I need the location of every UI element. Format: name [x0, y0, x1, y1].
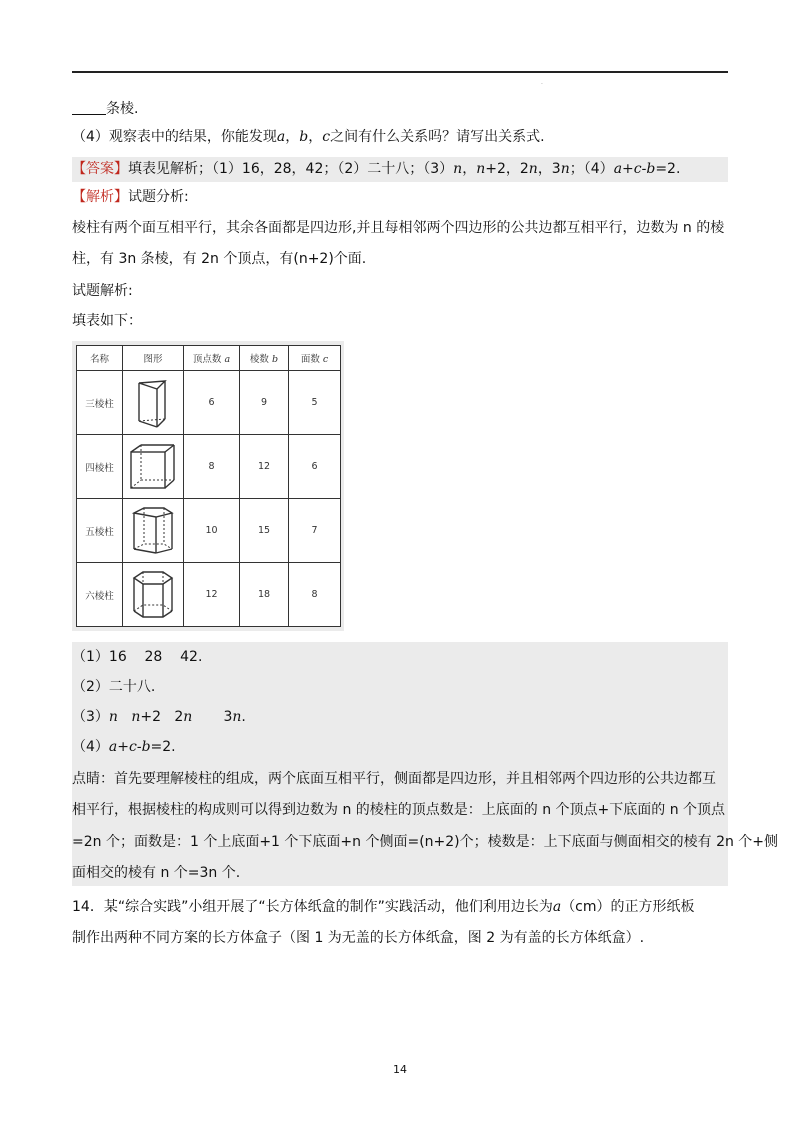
row-faces: 5	[289, 371, 341, 435]
row-name: 三棱柱	[77, 371, 123, 435]
analysis-heading: 【解析】试题分析:	[72, 189, 189, 205]
row-edges: 9	[240, 371, 289, 435]
analysis-line-2: 柱，有 3n 条棱，有 2n 个顶点，有(n+2)个面.	[72, 251, 367, 267]
answer-line: 【答案】填表见解析；（1）16，28，42；（2）二十八；（3）n，n+2，2n，3n；（4）a+c-b=2.	[72, 157, 728, 182]
table-row	[77, 563, 341, 627]
row-vertices: 6	[184, 371, 240, 435]
question-4: （4）观察表中的结果，你能发现a，b，c之间有什么关系吗？请写出关系式.	[72, 129, 545, 145]
header-rule	[72, 71, 728, 73]
comment-line-2: 相平行，根据棱柱的构成则可以得到边数为 n 的棱柱的顶点数是：上底面的 n 个顶点+下底面的 n 个顶点	[72, 802, 726, 818]
result-3: （3）n n+2 2n 3n.	[72, 709, 246, 725]
blank-suffix: 条棱.	[106, 101, 139, 117]
table-row	[77, 371, 341, 435]
table-row	[77, 499, 341, 563]
row-faces: 8	[289, 563, 341, 627]
row-name: 四棱柱	[77, 435, 123, 499]
header-mark: .	[541, 79, 543, 86]
hexagonal-prism-icon	[123, 563, 184, 627]
result-4: （4）a+c-b=2.	[72, 739, 176, 755]
row-name: 六棱柱	[77, 563, 123, 627]
question-14-line-1: 14．某“综合实践”小组开展了“长方体纸盒的制作”实践活动，他们利用边长为a（cm）的正方形纸板	[72, 899, 695, 915]
row-name: 五棱柱	[77, 499, 123, 563]
answer-blank	[72, 100, 106, 115]
table-header-row	[77, 346, 341, 371]
row-faces: 7	[289, 499, 341, 563]
analysis-line-1: 棱柱有两个面互相平行，其余各面都是四边形,并且每相邻两个四边形的公共边都互相平行，边数为 n 的棱	[72, 220, 725, 236]
row-vertices: 12	[184, 563, 240, 627]
result-1: （1）16 28 42.	[72, 649, 203, 665]
header-shape: 图形	[123, 346, 184, 371]
result-2: （2）二十八.	[72, 679, 156, 695]
row-vertices: 10	[184, 499, 240, 563]
page-number: 14	[393, 1063, 407, 1076]
table-row	[77, 435, 341, 499]
quadrangular-prism-icon	[123, 435, 184, 499]
solution-label: 试题解析:	[72, 283, 133, 299]
question-14-line-2: 制作出两种不同方案的长方体盒子（图 1 为无盖的长方体纸盒，图 2 为有盖的长方体纸盒）.	[72, 930, 645, 946]
row-faces: 6	[289, 435, 341, 499]
fill-table-label: 填表如下：	[72, 313, 142, 329]
header-name: 名称	[77, 346, 123, 371]
comment-line-3: =2n 个；面数是：1 个上底面+1 个下底面+n 个侧面=(n+2)个；棱数是：上下底面与侧面相交的棱有 2n 个+侧	[72, 834, 779, 850]
answer-tag: 【答案】	[72, 161, 128, 177]
row-edges: 18	[240, 563, 289, 627]
triangular-prism-icon	[123, 371, 184, 435]
row-edges: 15	[240, 499, 289, 563]
comment-line-4: 面相交的棱有 n 个=3n 个.	[72, 865, 241, 881]
comment-line-1: 点睛：首先要理解棱柱的组成，两个底面互相平行，侧面都是四边形，并且相邻两个四边形的公共边都互	[72, 771, 716, 787]
blank-line	[72, 99, 138, 119]
analysis-tag: 【解析】	[72, 189, 128, 205]
pentagonal-prism-icon	[123, 499, 184, 563]
prism-table-figure	[72, 341, 344, 631]
header-edges: 棱数 b	[240, 346, 289, 371]
row-vertices: 8	[184, 435, 240, 499]
header-faces: 面数 c	[289, 346, 341, 371]
prism-table	[76, 345, 341, 627]
row-edges: 12	[240, 435, 289, 499]
header-vertices: 顶点数 a	[184, 346, 240, 371]
